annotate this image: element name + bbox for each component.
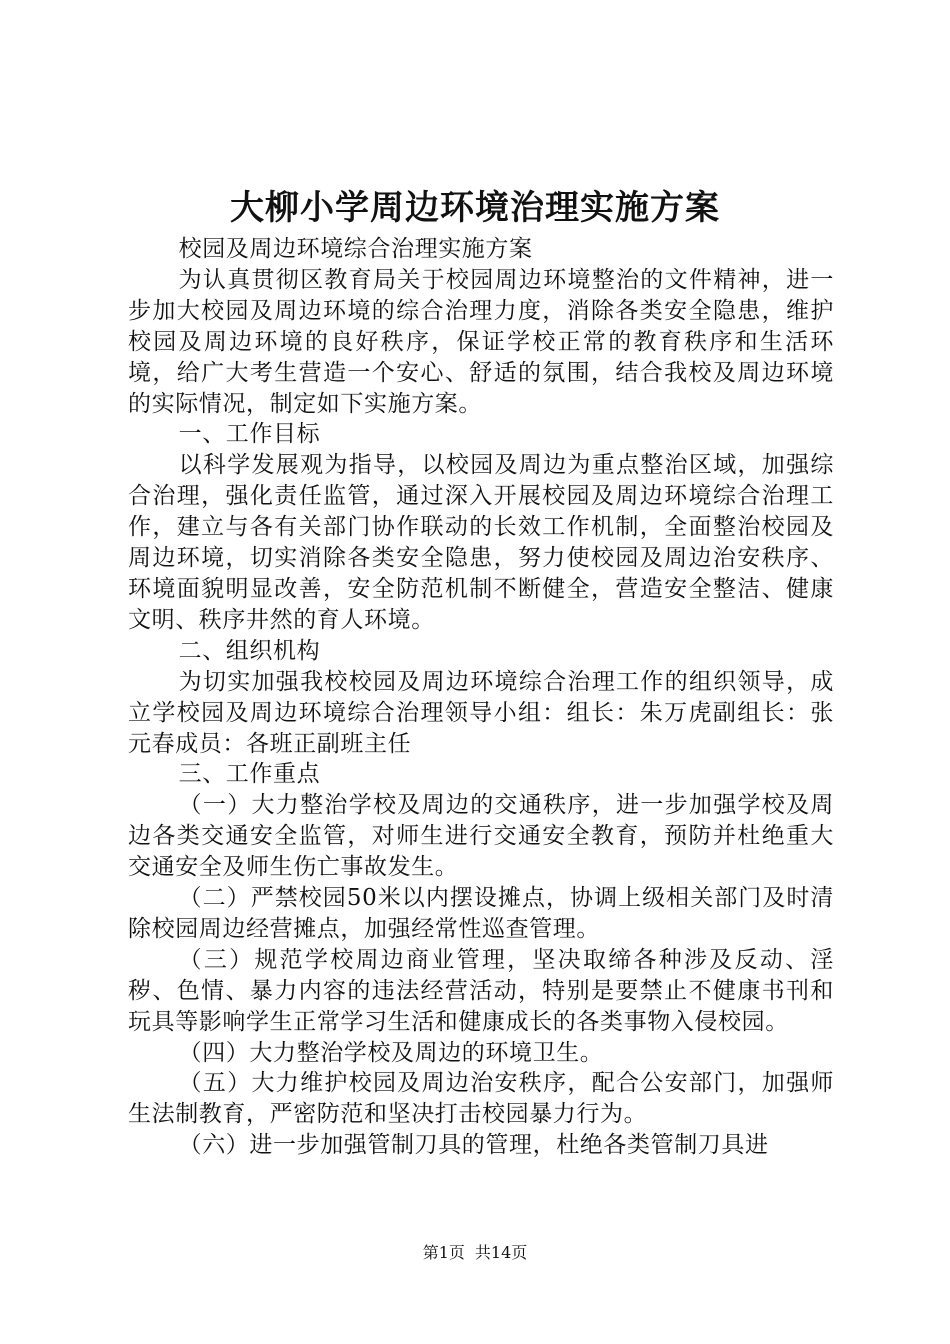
- section-heading-goals: 一、工作目标: [178, 421, 321, 448]
- intro-paragraph: 为认真贯彻区教育局关于校园周边环境整治的文件精神，进一步加大校园及周边环境的综合治理力度，消除各类安全隐患，维护校园及周边环境的良好秩序，保证学校正常的教育秩序和生活环境，给广大考生营造一个安心、舒适的氛围，结合我校及周边环境的实际情况，制定如下实施方案。: [128, 266, 834, 417]
- section-heading-organization: 二、组织机构: [178, 637, 321, 664]
- document-title: 大柳小学周边环境治理实施方案: [230, 188, 720, 228]
- document-body: [128, 234, 834, 1161]
- key-work-item-3: （三）规范学校周边商业管理，坚决取缔各种涉及反动、淫秽、色情、暴力内容的违法经营活动，特别是要禁止不健康书刊和玩具等影响学生正常学习生活和健康成长的各类事物入侵校园。: [128, 946, 834, 1035]
- key-work-item-6: （六）进一步加强管制刀具的管理，杜绝各类管制刀具进: [178, 1132, 769, 1159]
- page-number: 第1页: [422, 1243, 465, 1262]
- key-work-item-5: （五）大力维护校园及周边治安秩序，配合公安部门，加强师生法制教育，严密防范和坚决打击校园暴力行为。: [128, 1070, 834, 1128]
- key-work-item-4: （四）大力整治学校及周边的环境卫生。: [178, 1039, 604, 1066]
- page-total: 共14页: [474, 1243, 528, 1262]
- page-footer: [0, 1243, 950, 1263]
- organization-paragraph: 为切实加强我校校园及周边环境综合治理工作的组织领导，成立学校园及周边环境综合治理领导小组：组长：朱万虎副组长：张元春成员：各班正副班主任: [128, 668, 834, 757]
- goals-paragraph: 以科学发展观为指导，以校园及周边为重点整治区域，加强综合治理，强化责任监管，通过深入开展校园及周边环境综合治理工作，建立与各有关部门协作联动的长效工作机制，全面整治校园及周边环境，切实消除各类安全隐患，努力使校园及周边治安秩序、环境面貌明显改善，安全防范机制不断健全，营造安全整洁、健康文明、秩序井然的育人环境。: [128, 452, 834, 633]
- subtitle-paragraph: 校园及周边环境综合治理实施方案: [178, 236, 533, 262]
- key-work-item-2: （二）严禁校园50米以内摆设摊点，协调上级相关部门及时清除校园周边经营摊点，加强经常性巡查管理。: [128, 885, 834, 942]
- section-heading-key-work: 三、工作重点: [178, 761, 321, 788]
- key-work-item-1: （一）大力整治学校及周边的交通秩序，进一步加强学校及周边各类交通安全监管，对师生进行交通安全教育，预防并杜绝重大交通安全及师生伤亡事故发生。: [128, 792, 834, 881]
